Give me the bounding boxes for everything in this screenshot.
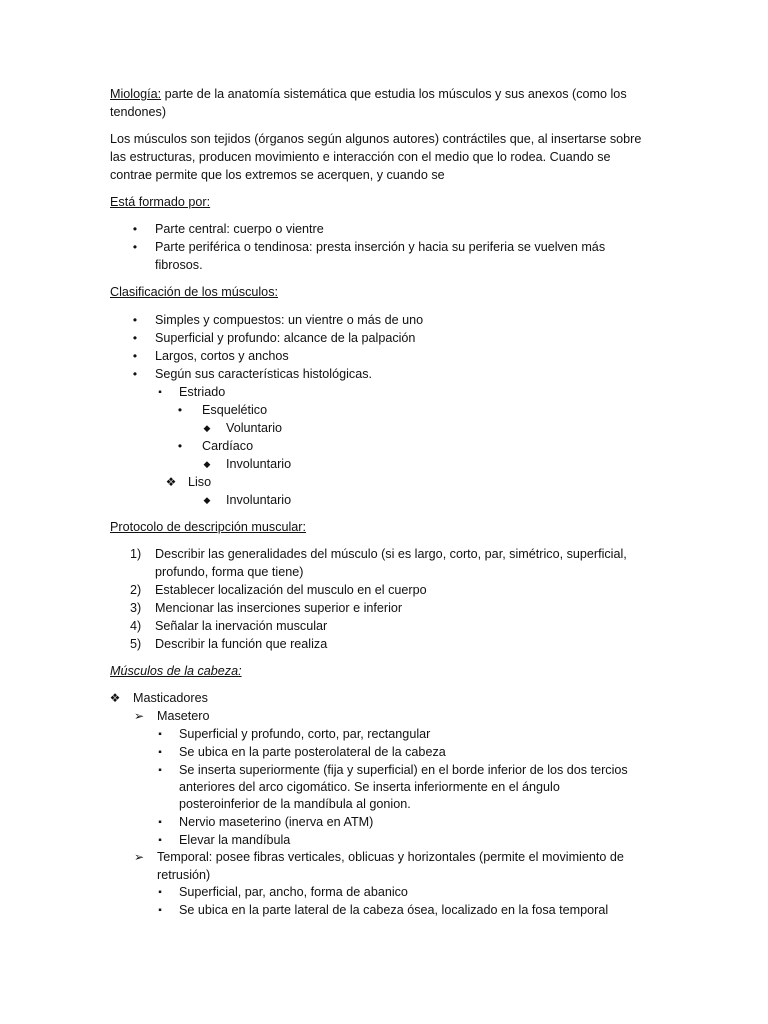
list-item-voluntario: Voluntario <box>226 421 283 435</box>
list-number: 1) <box>130 547 142 561</box>
list-item-continuation: fibrosos. <box>155 258 203 272</box>
list-item: Elevar la mandíbula <box>179 833 291 847</box>
list-item: Señalar la inervación muscular <box>155 619 328 633</box>
square-bullet-icon: ▪ <box>158 387 162 398</box>
paragraph-line: contrae permite que los extremos se acerquen, y cuando se <box>110 168 445 182</box>
diamond-bullet-icon: ◆ <box>203 495 211 505</box>
list-item-cardiaco: Cardíaco <box>202 439 254 453</box>
four-diamond-bullet-icon: ❖ <box>165 475 177 489</box>
list-item-involuntario: Involuntario <box>226 493 292 507</box>
list-number: 2) <box>130 583 142 597</box>
list-item: Superficial y profundo: alcance de la palpación <box>155 331 416 345</box>
list-item: Establecer localización del musculo en el cuerpo <box>155 583 427 597</box>
diamond-bullet-icon: ◆ <box>203 423 211 433</box>
list-item: Nervio maseterino (inerva en ATM) <box>179 815 374 829</box>
list-item-estriado: Estriado <box>179 385 226 399</box>
list-item-continuation: profundo, forma que tiene) <box>155 565 304 579</box>
square-bullet-icon: ▪ <box>158 887 162 898</box>
list-item-continuation: posteroinferior de la mandíbula al gonion. <box>179 797 411 811</box>
square-bullet-icon: ▪ <box>158 747 162 758</box>
bullet-icon: • <box>132 349 138 363</box>
list-item: Parte central: cuerpo o vientre <box>155 222 324 236</box>
list-number: 4) <box>130 619 142 633</box>
formado-heading: Está formado por: <box>110 195 211 209</box>
list-item: Parte periférica o tendinosa: presta inserción y hacia su periferia se vuelven más <box>155 240 606 254</box>
list-item-liso: Liso <box>188 475 212 489</box>
list-item-continuation: anteriores del arco cigomático. Se inserta inferiormente en el ángulo <box>179 780 560 794</box>
bullet-icon: • <box>132 367 138 381</box>
list-item: Describir las generalidades del músculo (si es largo, corto, par, simétrico, superficial, <box>155 547 627 561</box>
intro-line-2: tendones) <box>110 105 167 119</box>
paragraph-line: Los músculos son tejidos (órganos según algunos autores) contráctiles que, al insertarse sobre <box>110 132 642 146</box>
bullet-icon: • <box>177 439 183 453</box>
list-item: Simples y compuestos: un vientre o más de uno <box>155 313 424 327</box>
square-bullet-icon: ▪ <box>158 729 162 740</box>
square-bullet-icon: ▪ <box>158 765 162 776</box>
paragraph-line: las estructuras, producen movimiento e interacción con el medio que lo rodea. Cuando se <box>110 150 611 164</box>
list-item: Se ubica en la parte posterolateral de la cabeza <box>179 745 446 759</box>
arrow-bullet-icon: ➢ <box>133 850 145 864</box>
list-number: 5) <box>130 637 142 651</box>
bullet-icon: • <box>177 403 183 417</box>
square-bullet-icon: ▪ <box>158 835 162 846</box>
arrow-bullet-icon: ➢ <box>133 709 145 723</box>
list-number: 3) <box>130 601 142 615</box>
clasificacion-heading: Clasificación de los músculos: <box>110 285 278 299</box>
bullet-icon: • <box>132 222 138 236</box>
intro-line-1 <box>110 86 627 103</box>
list-item: Describir la función que realiza <box>155 637 328 651</box>
intro-text: parte de la anatomía sistemática que estudia los músculos y sus anexos (como los <box>161 87 627 101</box>
list-item-masetero: Masetero <box>157 709 210 723</box>
list-item: Mencionar las inserciones superior e inferior <box>155 601 403 615</box>
diamond-bullet-icon: ◆ <box>203 459 211 469</box>
list-item: Según sus características histológicas. <box>155 367 372 381</box>
four-diamond-bullet-icon: ❖ <box>109 691 121 705</box>
cabeza-heading: Músculos de la cabeza: <box>110 664 242 678</box>
list-item-temporal: Temporal: posee fibras verticales, oblicuas y horizontales (permite el movimiento de <box>157 850 624 864</box>
list-item-masticadores: Masticadores <box>133 691 208 705</box>
square-bullet-icon: ▪ <box>158 905 162 916</box>
list-item: Se ubica en la parte lateral de la cabeza ósea, localizado en la fosa temporal <box>179 903 609 917</box>
list-item: Superficial y profundo, corto, par, rectangular <box>179 727 431 741</box>
list-item-involuntario: Involuntario <box>226 457 292 471</box>
square-bullet-icon: ▪ <box>158 817 162 828</box>
list-item: Largos, cortos y anchos <box>155 349 289 363</box>
miologia-heading: Miología: <box>110 87 162 101</box>
list-item: Se inserta superiormente (fija y superficial) en el borde inferior de los dos tercios <box>179 763 628 777</box>
bullet-icon: • <box>132 240 138 254</box>
list-item-continuation: retrusión) <box>157 868 211 882</box>
protocolo-heading: Protocolo de descripción muscular: <box>110 520 306 534</box>
list-item: Superficial, par, ancho, forma de abanico <box>179 885 408 899</box>
bullet-icon: • <box>132 313 138 327</box>
list-item-esqueletico: Esquelético <box>202 403 268 417</box>
bullet-icon: • <box>132 331 138 345</box>
